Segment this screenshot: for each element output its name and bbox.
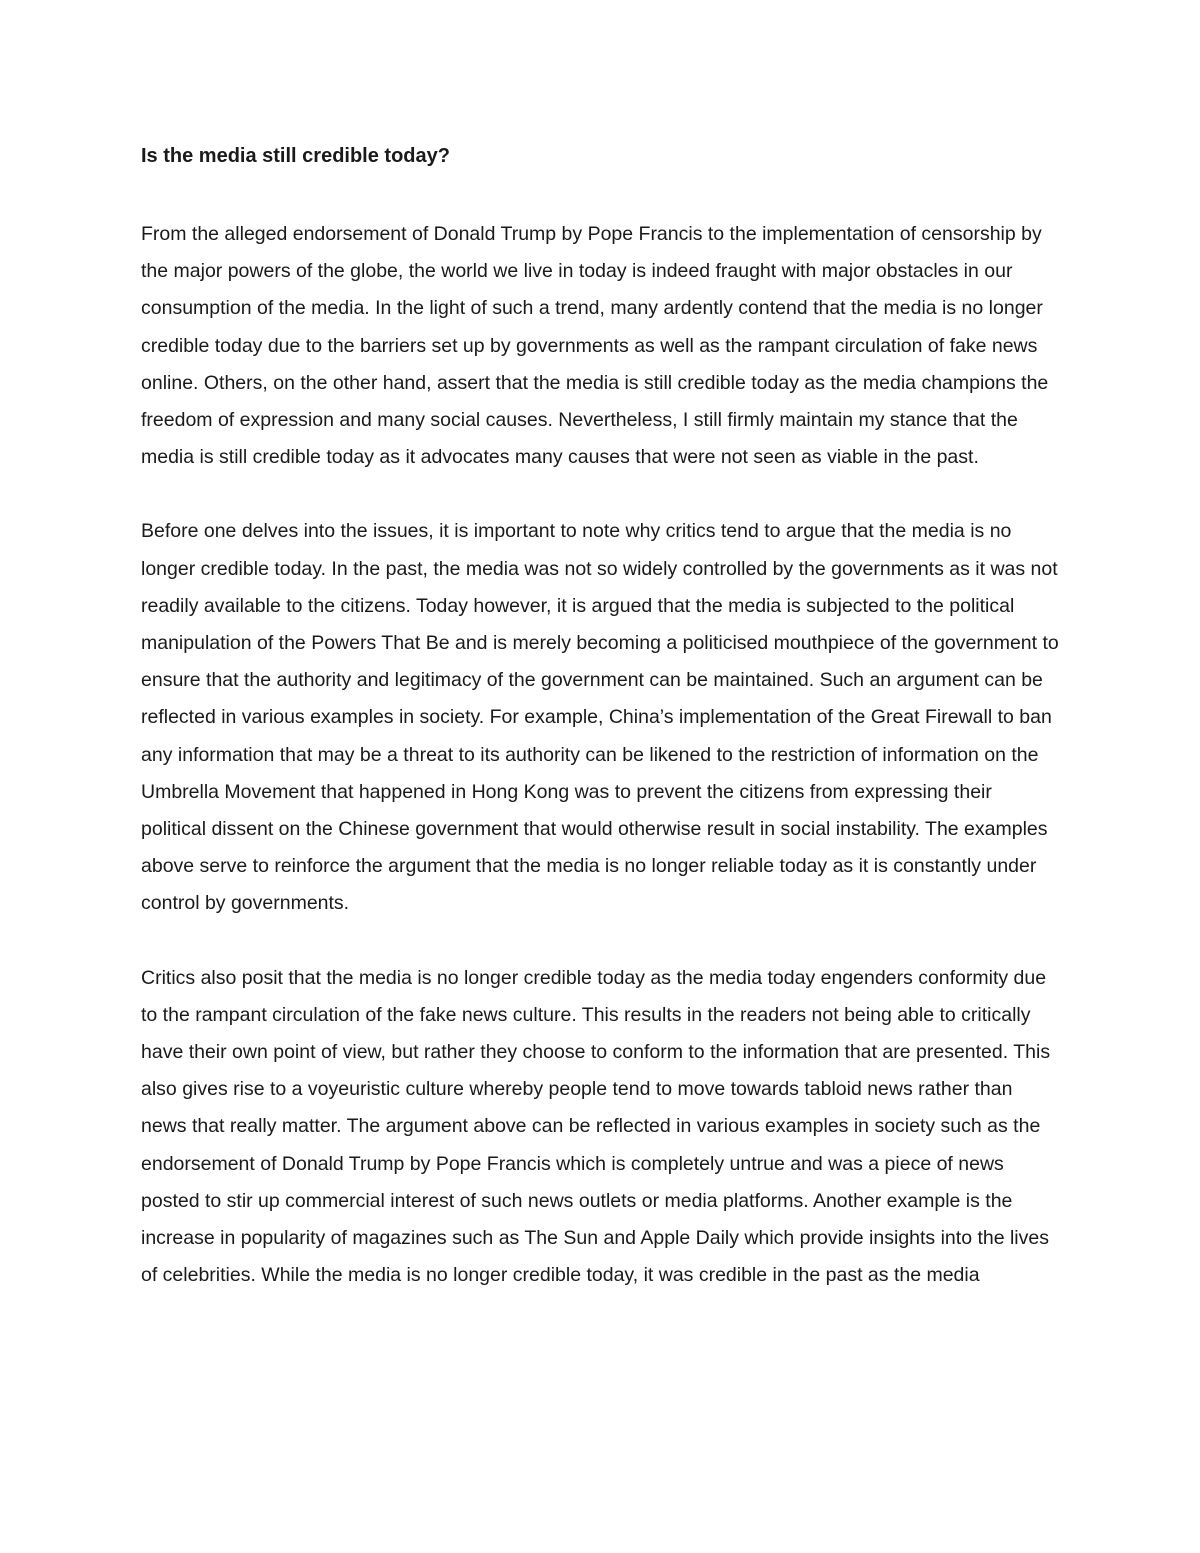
- document-title: Is the media still credible today?: [141, 145, 450, 167]
- paragraph-introduction: From the alleged endorsement of Donald Trump by Pope Francis to the implementation of censorship by the major powers of the globe, the world we live in today is indeed fraught with major obstacles in our consumption of the media. In the light of such a trend, many ardently contend that the media is no longer credible today due to the barriers set up by governments as well as the rampant circulation of fake news online. Others, on the other hand, assert that the media is still credible today as the media champions the freedom of expression and many social causes. Nevertheless, I still firmly maintain my stance that the media is still credible today as it advocates many causes that were not seen as viable in the past.: [141, 223, 1049, 469]
- paragraph-government-control: Before one delves into the issues, it is important to note why critics tend to argue that the media is no longer credible today. In the past, the media was not so widely controlled by the governments as it was not readily available to the citizens. Today however, it is argued that the media is subjected to the political manipulation of the Powers That Be and is merely becoming a politicised mouthpiece of the government to ensure that the authority and legitimacy of the government can be maintained. Such an argument can be reflected in various examples in society. For example, China’s implementation of the Great Firewall to ban any information that may be a threat to its authority can be likened to the restriction of information on the Umbrella Movement that happened in Hong Kong was to prevent the citizens from expressing their political dissent on the Chinese government that would otherwise result in social instability. The examples above serve to reinforce the argument that the media is no longer reliable today as it is constantly under control by governments.: [141, 520, 1059, 915]
- document-page: [141, 142, 1059, 1294]
- paragraph-fake-news: Critics also posit that the media is no longer credible today as the media today engenders conformity due to the rampant circulation of the fake news culture. This results in the readers not being able to critically have their own point of view, but rather they choose to conform to the information that are presented. This also gives rise to a voyeuristic culture whereby people tend to move towards tabloid news rather than news that really matter. The argument above can be reflected in various examples in society such as the endorsement of Donald Trump by Pope Francis which is completely untrue and was a piece of news posted to stir up commercial interest of such news outlets or media platforms. Another example is the increase in popularity of magazines such as The Sun and Apple Daily which provide insights into the lives of celebrities. While the media is no longer credible today, it was credible in the past as the media: [141, 966, 1051, 1287]
